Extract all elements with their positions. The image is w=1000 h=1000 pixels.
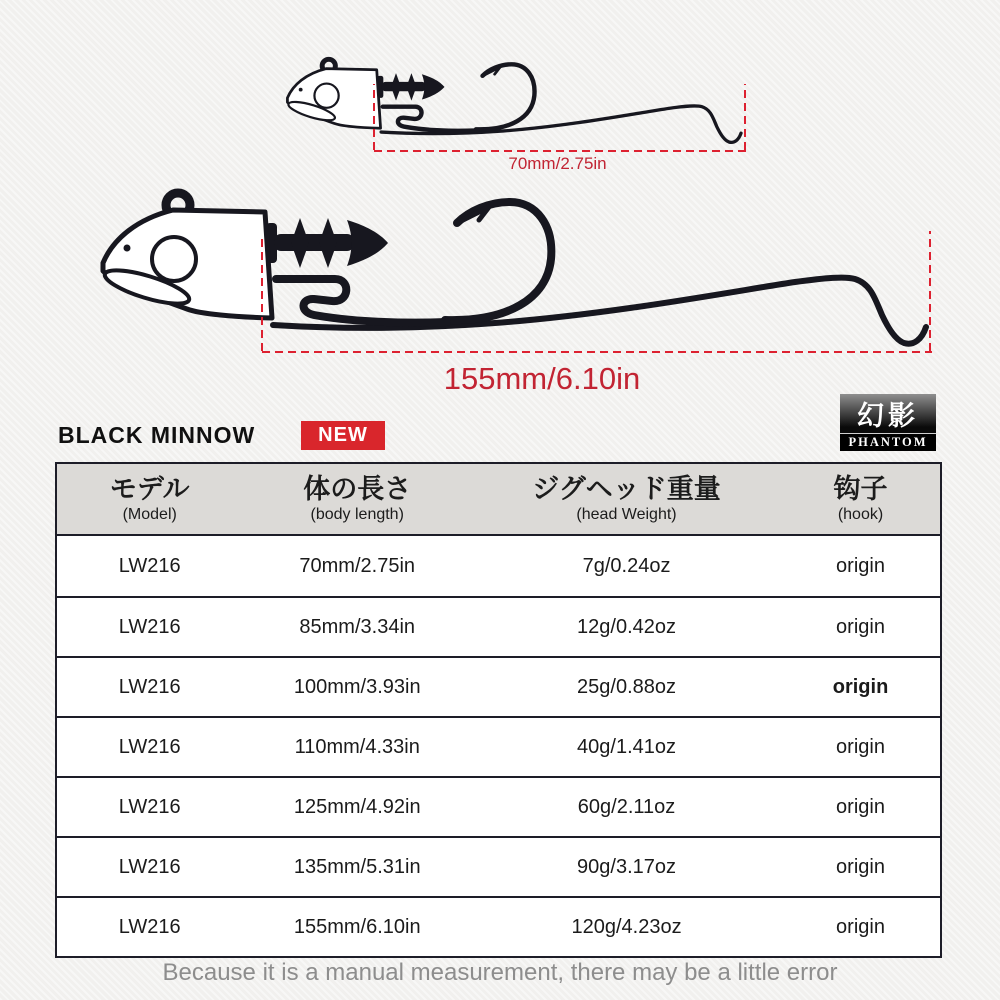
table-row [57, 776, 940, 836]
header-cell-hook [781, 474, 940, 524]
header-hook-main: 钩子 [833, 473, 888, 505]
dimension-label-large: 155mm/6.10in [443, 361, 641, 396]
header-model-main: モデル [109, 473, 190, 505]
cell-head-weight: 25g/0.88oz [577, 675, 677, 698]
phantom-logo-en: PHANTOM [840, 433, 936, 451]
cell-hook: origin [836, 735, 885, 758]
cell-model: LW216 [118, 735, 181, 758]
cell-hook: origin [832, 675, 889, 698]
spec-table [55, 462, 942, 958]
cell-model: LW216 [118, 554, 181, 577]
cell-model: LW216 [118, 675, 181, 698]
cell-head-weight: 120g/4.23oz [571, 915, 682, 938]
cell-model: LW216 [118, 795, 181, 818]
cell-body-length: 100mm/3.93in [293, 675, 421, 698]
cell-body-length: 85mm/3.34in [299, 615, 416, 638]
header-cell-body-length [242, 474, 472, 524]
dimension-label-small: 70mm/2.75in [508, 154, 607, 173]
brand-logo [840, 394, 936, 451]
cell-head-weight: 12g/0.42oz [577, 615, 677, 638]
cell-head-weight: 90g/3.17oz [577, 855, 677, 878]
lure-diagram-small [283, 56, 746, 149]
cell-model: LW216 [118, 855, 181, 878]
dimension-line-large-bottom [262, 351, 932, 353]
dimension-line-small-left [373, 84, 375, 150]
footer-note: Because it is a manual measurement, there may be a little error [162, 959, 838, 986]
header-cell-model [57, 474, 242, 524]
cell-model: LW216 [118, 915, 181, 938]
new-badge: NEW [301, 421, 385, 450]
table-row [57, 536, 940, 596]
table-row [57, 596, 940, 656]
cell-head-weight: 60g/2.11oz [577, 795, 676, 818]
header-model-sub: (Model) [122, 506, 177, 524]
cell-hook: origin [836, 915, 885, 938]
table-row [57, 896, 940, 956]
header-hook-sub: (hook) [837, 506, 884, 524]
table-row [57, 656, 940, 716]
cell-hook: origin [836, 554, 885, 577]
table-header-row [57, 464, 940, 536]
header-cell-head-weight [472, 474, 781, 524]
cell-body-length: 135mm/5.31in [293, 855, 421, 878]
dimension-line-small-right [744, 84, 746, 150]
cell-body-length: 155mm/6.10in [293, 915, 421, 938]
header-body-length-main: 体の長さ [303, 473, 412, 505]
cell-head-weight: 40g/1.41oz [577, 735, 677, 758]
table-row [57, 716, 940, 776]
dimension-line-large-left [261, 236, 263, 351]
phantom-logo-cn: 幻影 [840, 394, 936, 433]
product-title: BLACK MINNOW [58, 422, 256, 448]
cell-hook: origin [836, 795, 885, 818]
header-body-length-sub: (body length) [310, 506, 404, 524]
cell-head-weight: 7g/0.24oz [582, 554, 671, 577]
cell-body-length: 70mm/2.75in [299, 554, 416, 577]
cell-body-length: 125mm/4.92in [293, 795, 421, 818]
cell-body-length: 110mm/4.33in [294, 735, 420, 758]
cell-model: LW216 [118, 615, 181, 638]
dimension-line-large-right [929, 231, 931, 351]
table-row [57, 836, 940, 896]
cell-hook: origin [836, 615, 885, 638]
header-head-weight-main: ジグヘッド重量 [532, 473, 721, 505]
header-head-weight-sub: (head Weight) [576, 506, 677, 524]
lure-diagram-large [95, 187, 935, 355]
dimension-line-small-bottom [374, 150, 748, 152]
cell-hook: origin [836, 855, 885, 878]
